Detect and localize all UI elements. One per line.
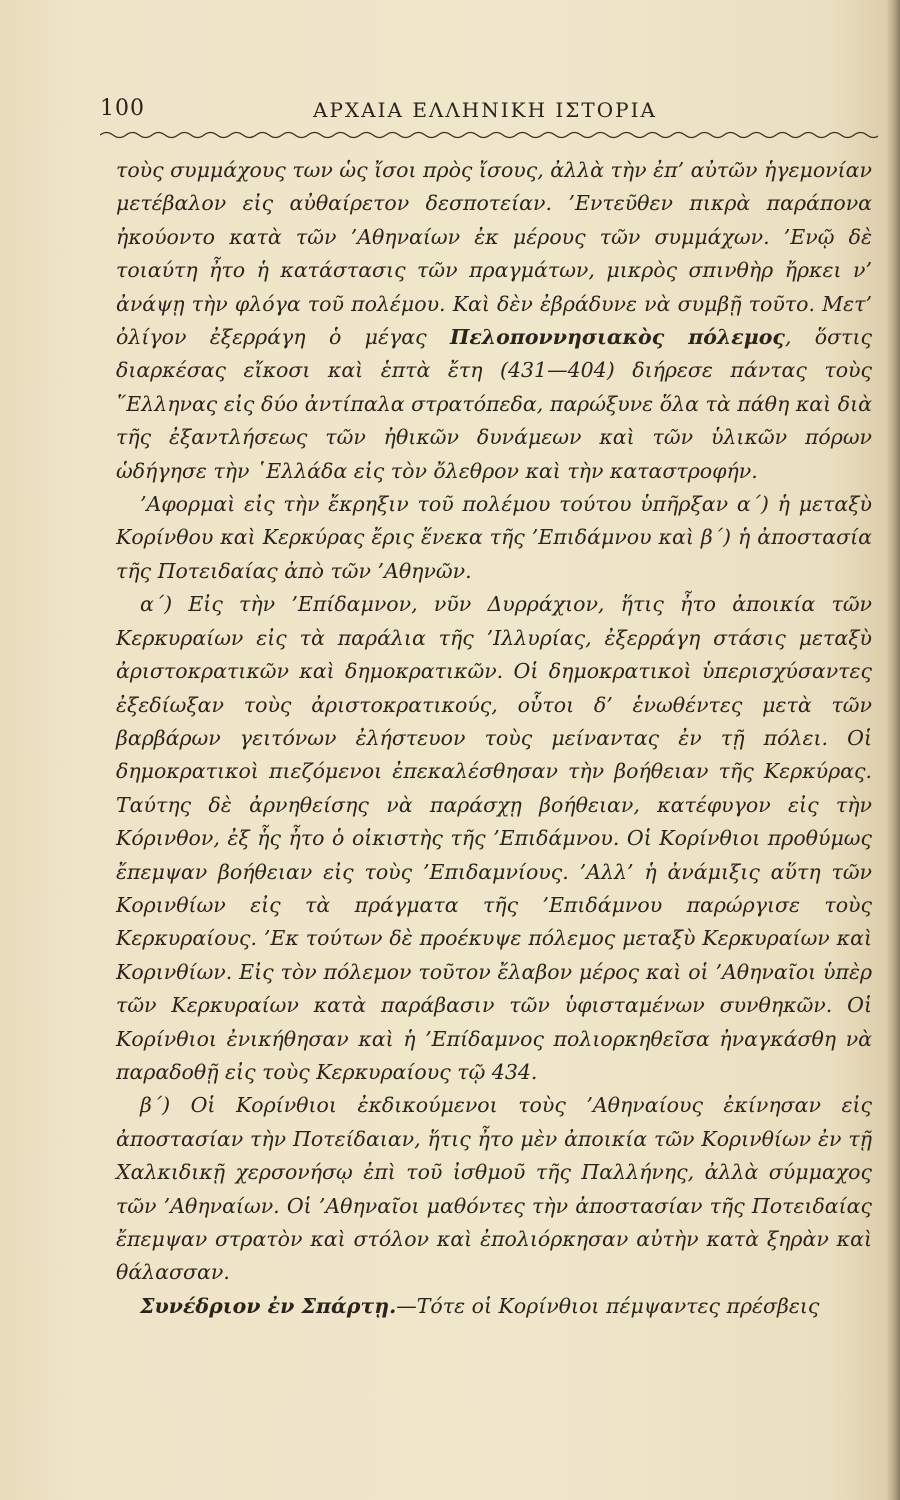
paragraph-5-text: —Τότε οἱ Κορίνθιοι πέμψαντες πρέσβεις xyxy=(396,1293,820,1318)
page-number: 100 xyxy=(100,96,145,121)
body-text xyxy=(116,154,872,1323)
page-header xyxy=(100,96,870,130)
paragraph-1 xyxy=(116,154,872,488)
paragraph-2: ’Αφορμαὶ εἰς τὴν ἔκρηξιν τοῦ πολέμου τούτου ὑπῆρξαν α΄) ἡ μεταξὺ Κορίνθου καὶ Κερκύρας ἔρις ἕνεκα τῆς ’Επιδάμνου καὶ β΄) ἡ ἀποστασία τῆς Ποτειδαίας ἀπὸ τῶν ’Αθηνῶν. xyxy=(116,492,872,583)
war-name-emphasis: Πελοποννησιακὸς πόλεμος xyxy=(449,325,785,350)
section-heading: Συνέδριον ἐν Σπάρτῃ. xyxy=(140,1293,397,1318)
paragraph-4: β΄) Οἱ Κορίνθιοι ἐκδικούμενοι τοὺς ’Αθηναίους ἐκίνησαν εἰς ἀποστασίαν τὴν Ποτείδαιαν, ἥτις ἦτο μὲν ἀποικία τῶν Κορινθίων ἐν τῇ Χαλκιδικῇ χερσονήσῳ ἐπὶ τοῦ ἰσθμοῦ τῆς Παλλήνης, ἀλλὰ σύμμαχος τῶν ’Αθηναίων. Οἱ ’Αθηναῖοι μαθόντες τὴν ἀποστασίαν τῆς Ποτειδαίας ἔπεμψαν στρατὸν καὶ στόλον καὶ ἐπολιόρκησαν αὐτὴν κατὰ ξηρὰν καὶ θάλασσαν. xyxy=(116,1093,872,1285)
ornamental-wavy-rule xyxy=(100,128,878,142)
paragraph-3: α΄) Εἰς τὴν ’Επίδαμνον, νῦν Δυρράχιον, ἥτις ἦτο ἀποικία τῶν Κερκυραίων εἰς τὰ παράλια τῆς ’Ιλλυρίας, ἐξερράγη στάσις μεταξὺ ἀριστοκρατικῶν καὶ δημοκρατικῶν. Οἱ δημοκρατικοὶ ὑπερισχύσαντες ἐξεδίωξαν τοὺς ἀριστοκρατικούς, οὗτοι δ’ ἑνωθέντες μετὰ τῶν βαρβάρων γειτόνων ἐλήστευον τοὺς μείναντας ἐν τῇ πόλει. Οἱ δημοκρατικοὶ πιεζόμενοι ἐπεκαλέσθησαν τὴν βοήθειαν τῆς Κερκύρας. Ταύτης δὲ ἀρνηθείσης νὰ παράσχῃ βοήθειαν, κατέφυγον εἰς τὴν Κόρινθον, ἐξ ἧς ἦτο ὁ οἰκιστὴς τῆς ’Επιδάμνου. Οἱ Κορίνθιοι προθύμως ἔπεμψαν βοήθειαν εἰς τοὺς ’Επιδαμνίους. ’Αλλ’ ἡ ἀνάμιξις αὕτη τῶν Κορινθίων εἰς τὰ πράγματα τῆς ’Επιδάμνου παρώργισε τοὺς Κερκυραίους. ’Εκ τούτων δὲ προέκυψε πόλεμος μεταξὺ Κερκυραίων καὶ Κορινθίων. Εἰς τὸν πόλεμον τοῦτον ἔλαβον μέρος καὶ οἱ ’Αθηναῖοι ὑπὲρ τῶν Κερκυραίων κατὰ παράβασιν τῶν ὑφισταμένων συνθηκῶν. Οἱ Κορίνθιοι ἐνικήθησαν καὶ ἡ ’Επίδαμνος πολιορκηθεῖσα ἠναγκάσθη νὰ παραδοθῇ εἰς τοὺς Κερκυραίους τῷ 434. xyxy=(116,592,872,1084)
running-title: ΑΡΧΑΙΑ ΕΛΛΗΝΙΚΗ ΙΣΤΟΡΙΑ xyxy=(313,98,657,122)
paragraph-5 xyxy=(116,1290,872,1323)
page-edge-shadow xyxy=(886,0,900,1500)
paragraph-1-part-b: , ὅστις διαρκέσας εἴκοσι καὶ ἑπτὰ ἔτη (431—404) διήρεσε πάντας τοὺς ῞Ελληνας εἰς δύο ἀντίπαλα στρατόπεδα, παρώξυνε ὅλα τὰ πάθη καὶ διὰ τῆς ἐξαντλήσεως τῶν ἠθικῶν δυνάμεων καὶ τῶν ὑλικῶν πόρων ὡδήγησε τὴν ῾Ελλάδα εἰς τὸν ὄλεθρον καὶ τὴν καταστροφήν. xyxy=(116,325,872,483)
paragraph-1-part-a: τοὺς συμμάχους των ὡς ἴσοι πρὸς ἴσους, ἀλλὰ τὴν ἐπ’ αὐτῶν ἡγεμονίαν μετέβαλον εἰς αὐθαίρετον δεσποτείαν. ’Εντεῦθεν πικρὰ παράπονα ἠκούοντο κατὰ τῶν ’Αθηναίων ἐκ μέρους τῶν συμμάχων. ’Ενῷ δὲ τοιαύτη ἦτο ἡ κατάστασις τῶν πραγμάτων, μικρὸς σπινθὴρ ἤρκει ν’ ἀνάψῃ τὴν φλόγα τοῦ πολέμου. Καὶ δὲν ἐβράδυνε νὰ συμβῇ τοῦτο. Μετ’ ὀλίγον ἐξερράγη ὁ μέγας xyxy=(116,158,872,350)
